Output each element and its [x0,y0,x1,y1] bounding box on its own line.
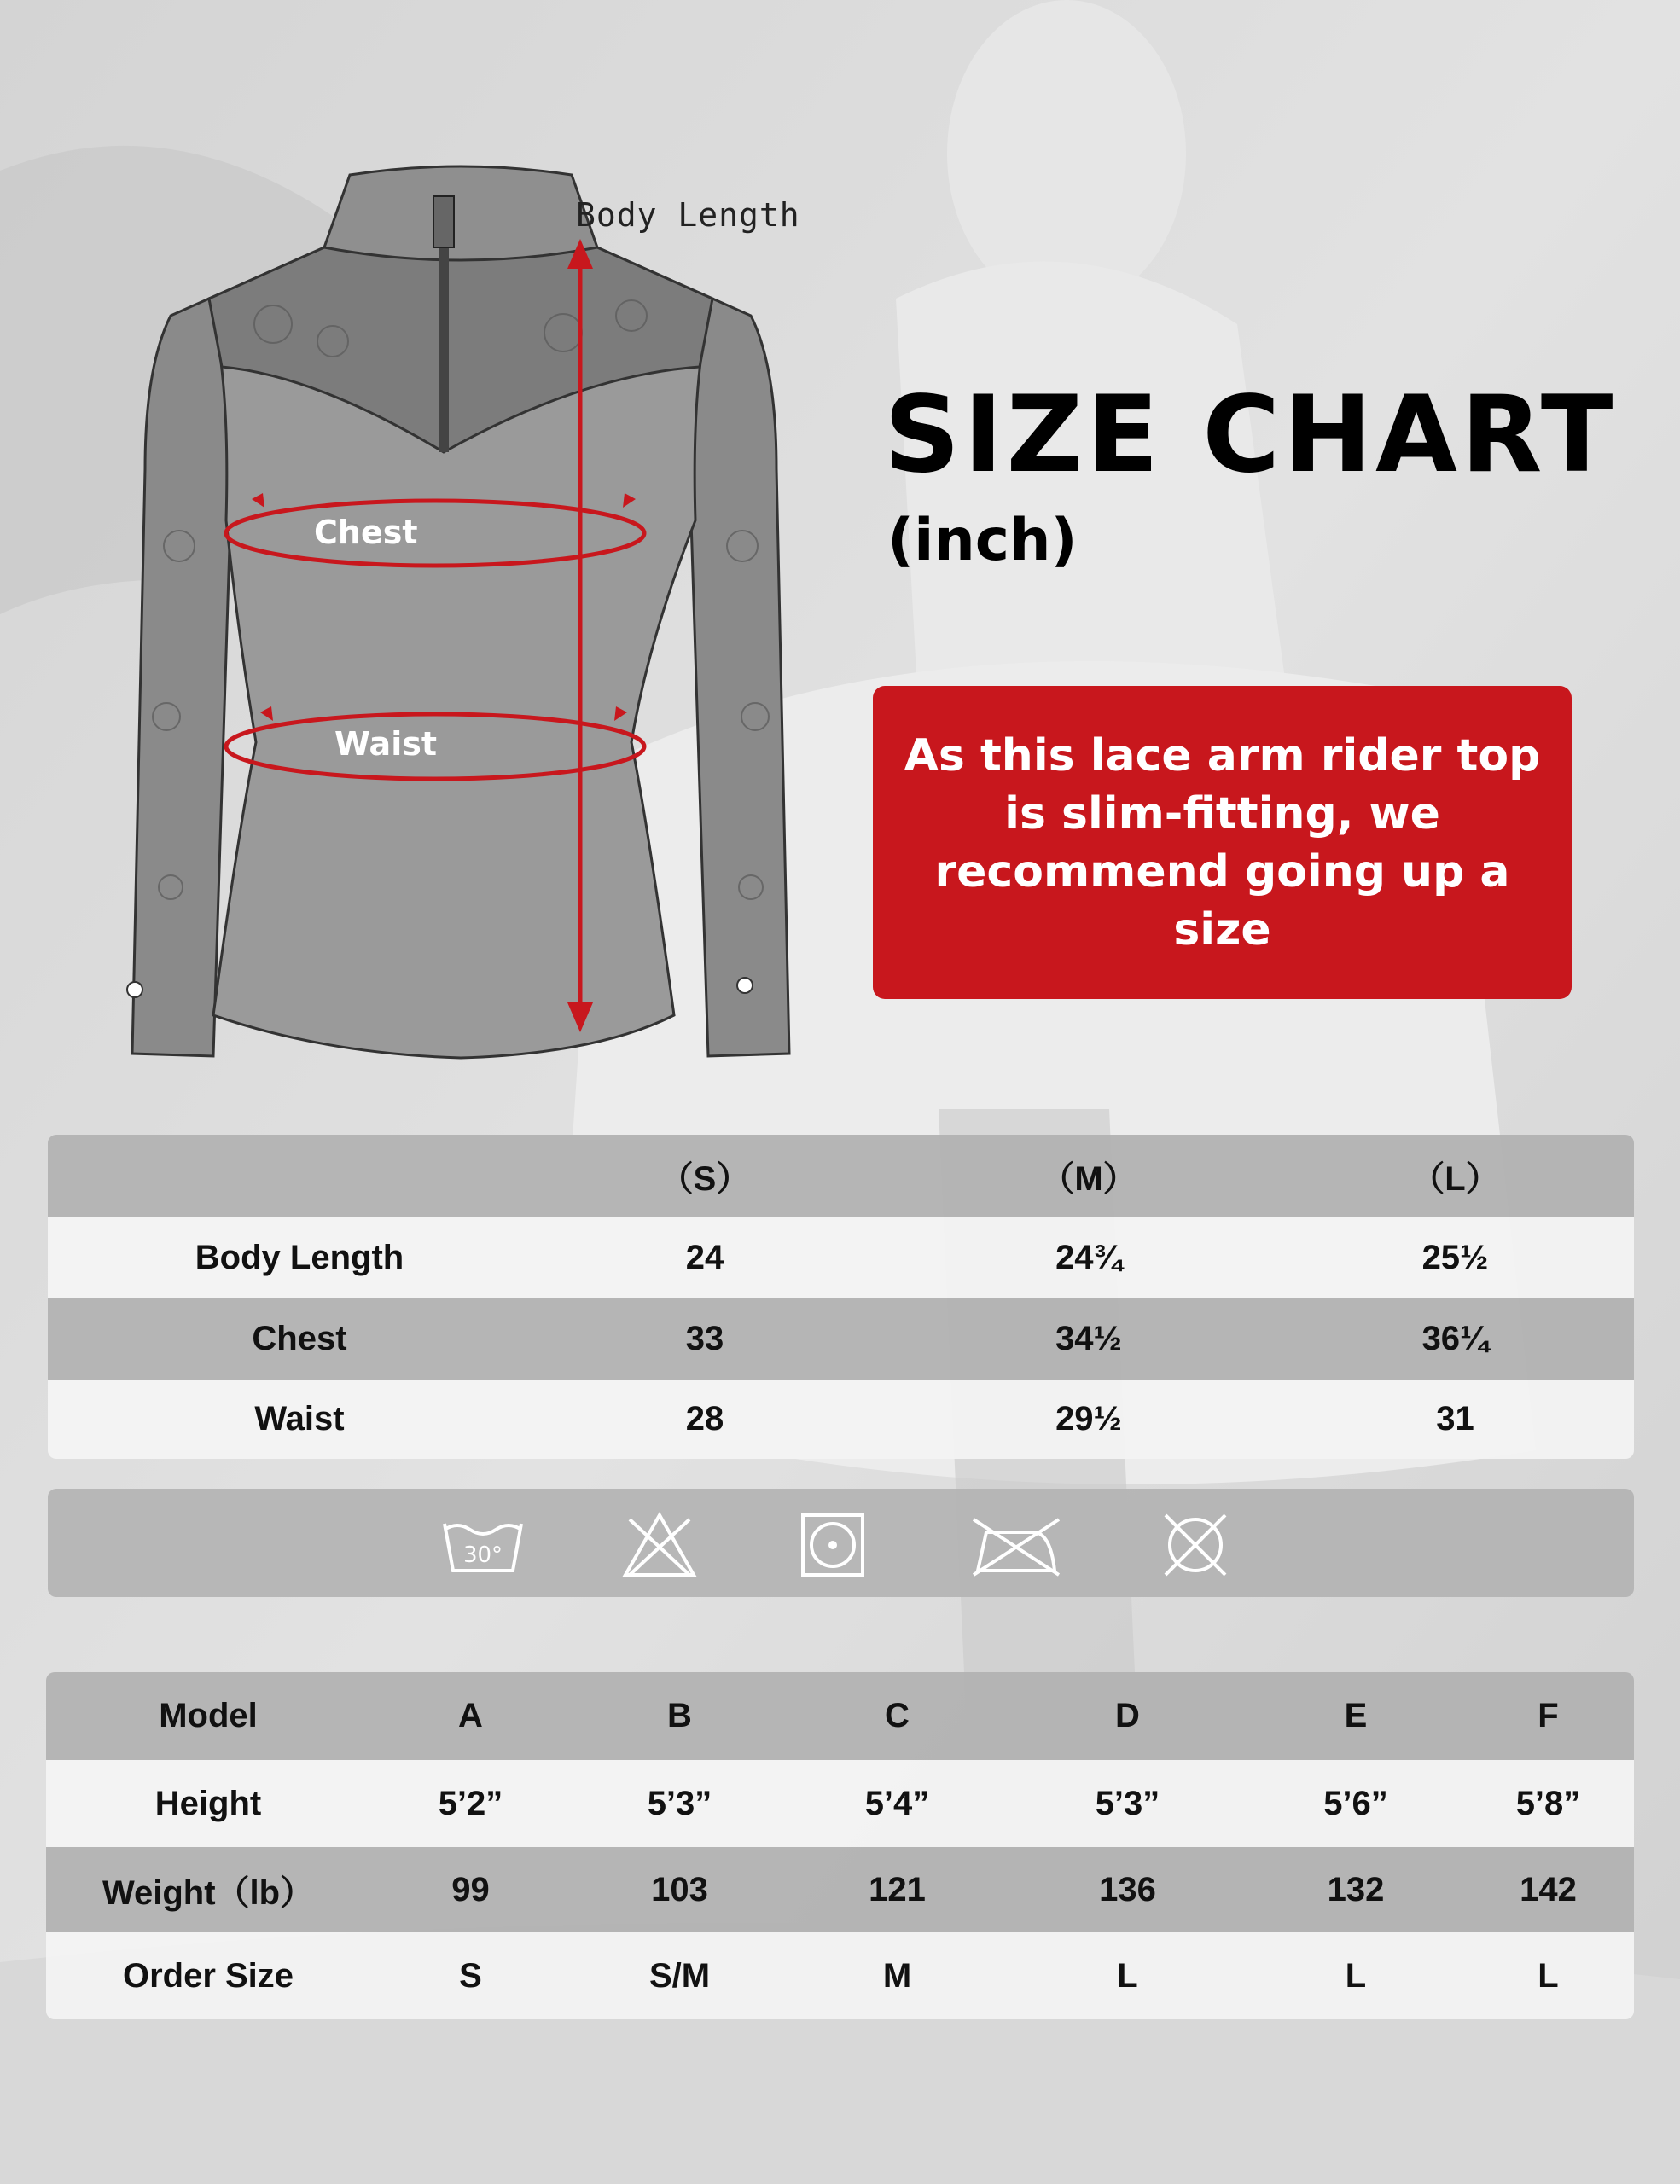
model-header-c: C [885,1697,910,1734]
chest-label: Chest [314,514,418,551]
garment-diagram [119,162,802,1083]
left-sleeve [132,299,230,1056]
row-label: Weight（lb） [102,1873,315,1912]
cell-value: L [1538,1956,1559,1995]
cell-value: 142 [1520,1870,1577,1908]
model-header-d: D [1115,1697,1140,1734]
waist-label: Waist [334,725,438,763]
size-header-s: （S） [659,1160,751,1198]
cell-value: 136 [1099,1870,1156,1908]
size-table-header [48,1135,1634,1217]
cell-value: 36¼ [1421,1320,1489,1357]
row-label: Order Size [122,1956,294,1995]
cell-value: 25½ [1421,1239,1489,1276]
cell-value: 31 [1436,1400,1474,1438]
cell-value: 24¾ [1055,1239,1122,1276]
page-title: SIZE CHART [884,374,1617,497]
do-not-bleach-icon [621,1511,698,1579]
cell-value: 5’2” [438,1784,503,1822]
tumble-dry-icon [799,1511,867,1579]
size-table [48,1135,1634,1459]
cell-value: L [1345,1956,1367,1995]
cell-value: 103 [651,1870,708,1908]
cell-value: 28 [685,1400,724,1438]
row-label: Height [154,1784,262,1822]
cell-value: 132 [1327,1870,1385,1908]
row-label: Waist [254,1400,345,1438]
cell-value: 5’4” [864,1784,930,1822]
size-header-m: （M） [1040,1160,1137,1198]
model-header-a: A [458,1697,483,1734]
model-table [46,1672,1634,2019]
care-icons-bar [48,1489,1634,1597]
table-row [46,1847,1634,1932]
model-header-label: Model [159,1697,258,1734]
right-sleeve [691,299,789,1056]
table-row [46,1932,1634,2019]
cell-value: 33 [685,1320,724,1357]
cell-value: M [882,1956,912,1995]
fit-note [873,686,1572,999]
wash-temp-text: 30° [462,1542,503,1568]
size-header-l: （L） [1410,1160,1500,1198]
table-row [48,1217,1634,1298]
unit-label: (inch) [887,507,1078,574]
table-row [46,1760,1634,1847]
collar [324,166,597,260]
wash-30-icon [440,1511,526,1579]
cell-value: 121 [869,1870,926,1908]
model-header-f: F [1538,1697,1559,1734]
do-not-dry-clean-icon [1157,1511,1234,1579]
table-row [48,1380,1634,1459]
model-header-e: E [1344,1697,1368,1734]
cell-value: 5’3” [647,1784,712,1822]
cell-value: 24 [685,1239,724,1276]
row-label: Chest [252,1320,347,1357]
cell-value: 99 [451,1870,490,1908]
cell-value: S [459,1956,482,1995]
table-row [48,1298,1634,1380]
model-header-b: B [667,1697,692,1734]
model-table-header [46,1672,1634,1760]
fit-note-text: As this lace arm rider top is slim-fitting, we recommend going up a size [904,729,1541,956]
body-length-label: Body Length [576,196,800,234]
cell-value: 5’6” [1323,1784,1388,1822]
cell-value: 5’8” [1515,1784,1581,1822]
cell-value: 29½ [1055,1400,1122,1438]
do-not-iron-icon [969,1511,1063,1579]
cell-value: 34½ [1055,1320,1122,1357]
row-label: Body Length [195,1239,404,1276]
cell-value: S/M [648,1956,711,1995]
cell-value: L [1117,1956,1138,1995]
cell-value: 5’3” [1095,1784,1160,1822]
